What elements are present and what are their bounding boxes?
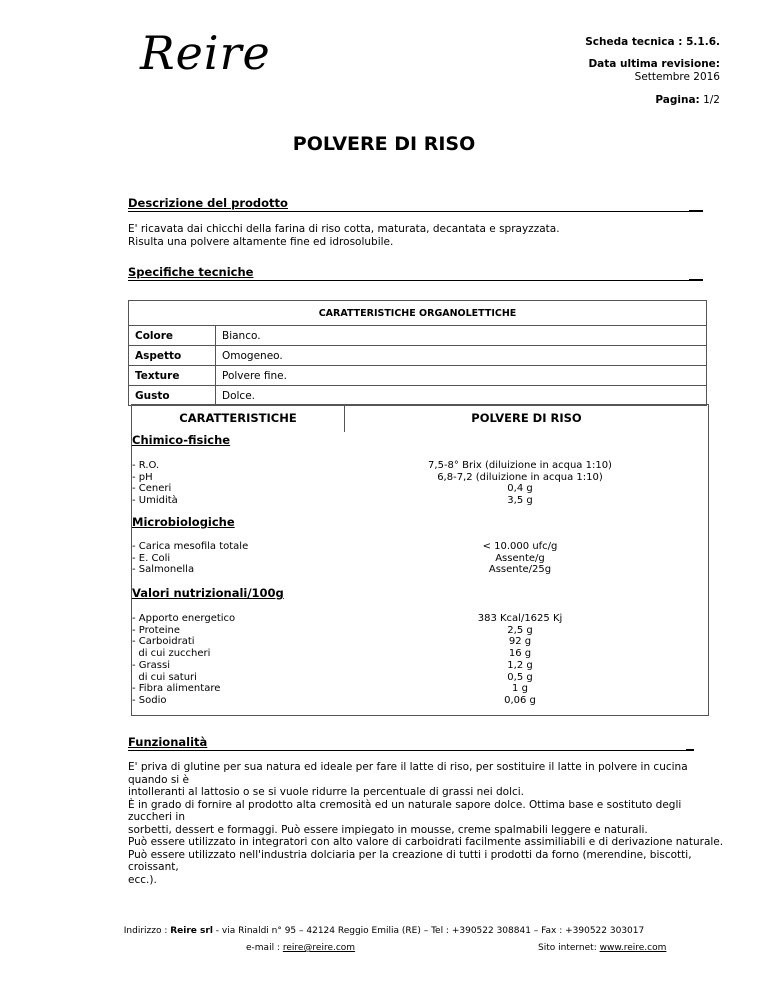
table-row: Texture Polvere fine. <box>129 366 707 386</box>
nutrition-values: 383 Kcal/1625 Kj 2,5 g 92 g 16 g 1,2 g 0,5 g 1 g 0,06 g <box>477 613 563 706</box>
section-heading-specs: Specifiche tecniche <box>128 265 703 281</box>
page-indicator: Pagina: 1/2 <box>655 94 720 106</box>
nutrition-items: - Apporto energetico - Proteine - Carboidrati di cui zuccheri - Grassi di cui saturi - Fibra alimentare - Sodio <box>132 613 236 706</box>
table-row: Colore Bianco. <box>129 326 707 346</box>
website-link[interactable]: www.reire.com <box>599 943 667 953</box>
column-header-product: POLVERE DI RISO <box>471 411 582 425</box>
subheading-chemical: Chimico-fisiche <box>132 433 231 447</box>
micro-values: < 10.000 ufc/g Assente/g Assente/25g <box>482 541 558 576</box>
micro-items: - Carica mesofila totale - E. Coli - Salmonella <box>132 541 249 576</box>
subheading-nutrition: Valori nutrizionali/100g <box>132 586 284 600</box>
page-title: POLVERE DI RISO <box>292 133 476 155</box>
footer-company: Reire srl <box>170 926 213 936</box>
subheading-micro: Microbiologiche <box>132 515 235 529</box>
chemical-items: - R.O. - pH - Ceneri - Umidità <box>132 460 178 507</box>
footer-email: e-mail : reire@reire.com <box>246 943 356 953</box>
chemical-values: 7,5-8° Brix (diluizione in acqua 1:10) 6,8-7,2 (diluizione in acqua 1:10) 0,4 g 3,5 g <box>428 460 612 507</box>
characteristics-table <box>131 404 709 716</box>
organoleptic-title: CARATTERISTICHE ORGANOLETTICHE <box>129 301 707 326</box>
column-header-characteristics: CARATTERISTICHE <box>132 405 345 432</box>
functionality-text: E' priva di glutine per sua natura ed ideale per fare il latte di riso, per sostituire il latte in polvere in cucina quando si è intolleranti al lattosio o se si vuole ridurre la percentuale di grassi nei dolci. È in grado di fornire al prodotto alta cremosità ed un naturale sapore dolce. Ottima base e sostituto degli zuccheri in sorbetti, dessert e formaggi. Può essere impiegato in mousse, creme spalmabili leggere e naturali. Può essere utilizzato in integratori con alto valore di carboidrati facilmente assimiliabili e di derivazione naturale. Può essere utilizzato nell'industria dolciaria per la creazione di tutti i prodotti da forno (merendine, biscotti, croissant, ecc.). <box>128 761 724 886</box>
table-row: Gusto Dolce. <box>129 386 707 406</box>
table-row: Aspetto Omogeneo. <box>129 346 707 366</box>
section-heading-description: Descrizione del prodotto <box>128 196 703 212</box>
email-link[interactable]: reire@reire.com <box>282 943 356 953</box>
footer-website: Sito internet: www.reire.com <box>538 943 667 953</box>
description-text: E' ricavata dai chicchi della farina di riso cotta, maturata, decantata e sprayzzata. Risulta una polvere altamente fine ed idrosolubile. <box>128 223 560 248</box>
revision-date: Settembre 2016 <box>634 71 720 83</box>
revision-label: Data ultima revisione: <box>588 58 720 70</box>
company-logo: Reire <box>140 26 271 80</box>
section-heading-functionality: Funzionalità <box>128 735 694 751</box>
organoleptic-table <box>128 300 707 406</box>
footer-address: Indirizzo : Reire srl - via Rinaldi n° 95 – 42124 Reggio Emilia (RE) – Tel : +390522 308841 – Fax : +390522 303017 <box>123 926 645 936</box>
sheet-number: Scheda tecnica : 5.1.6. <box>585 36 720 48</box>
page-value: 1/2 <box>703 94 720 106</box>
revision-info <box>588 58 720 84</box>
